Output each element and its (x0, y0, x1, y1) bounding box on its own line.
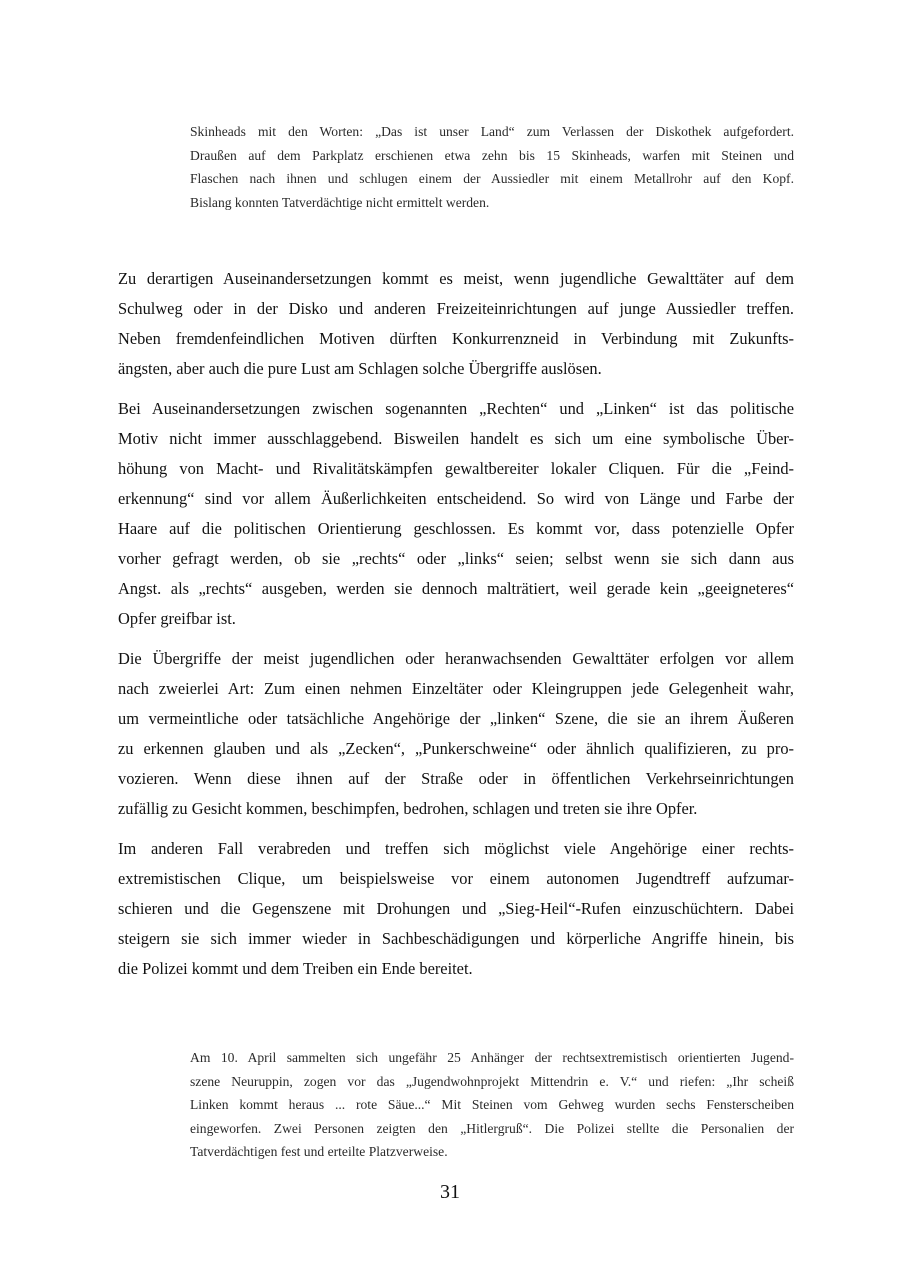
paragraph-line: schieren und die Gegenszene mit Drohungen und „Sieg-Heil“-Rufen einzuschüchtern. Dabei (118, 899, 794, 918)
paragraph-line: Neben fremdenfeindlichen Motiven dürften Konkurrenzneid in Verbindung mit Zukunfts- (118, 329, 794, 348)
quote-line: Skinheads mit den Worten: „Das ist unser Land“ zum Verlassen der Diskothek aufgefordert. (190, 124, 794, 139)
page-number: 31 (440, 1181, 460, 1203)
paragraph-left-right (118, 394, 794, 634)
paragraph-line: höhung von Macht- und Rivalitätskämpfen gewaltbereiter lokaler Cliquen. Für die „Feind- (118, 459, 794, 478)
quote-line: Am 10. April sammelten sich ungefähr 25 Anhänger der rechtsextremistisch orientierten Jugend- (190, 1050, 794, 1065)
paragraph-line: Haare auf die politischen Orientierung geschlossen. Es kommt vor, dass potenzielle Opfer (118, 519, 794, 538)
quote-line: Draußen auf dem Parkplatz erschienen etwa zehn bis 15 Skinheads, warfen mit Steinen und (190, 147, 794, 163)
paragraph-line: Zu derartigen Auseinandersetzungen kommt es meist, wenn jugendliche Gewalttäter auf dem (118, 269, 794, 288)
paragraph-line: nach zweierlei Art: Zum einen nehmen Einzeltäter oder Kleingruppen jede Gelegenheit wahr, (118, 679, 794, 698)
paragraph-line: um vermeintliche oder tatsächliche Angehörige der „linken“ Szene, die sie an ihrem Äußeren (118, 709, 794, 728)
paragraph-line: Die Übergriffe der meist jugendlichen oder heranwachsenden Gewalttäter erfolgen vor allem (118, 649, 794, 668)
paragraph-line: Opfer greifbar ist. (118, 609, 236, 628)
quote-line: szene Neuruppin, zogen vor das „Jugendwohnprojekt Mittendrin e. V.“ und riefen: „Ihr scheiß (190, 1073, 794, 1089)
paragraph-line: Schulweg oder in der Disko und anderen Freizeiteinrichtungen auf junge Aussiedler treffen. (118, 299, 794, 318)
paragraph-conflicts (118, 264, 794, 384)
quote-line: Flaschen nach ihnen und schlugen einem der Aussiedler mit einem Metallrohr auf den Kopf. (190, 171, 794, 186)
paragraph-group-actions (118, 834, 794, 984)
case-report-quote-bottom (190, 1046, 794, 1164)
body-text (118, 264, 794, 994)
paragraph-line: Motiv nicht immer ausschlaggebend. Bisweilen handelt es sich um eine symbolische Über- (118, 429, 794, 448)
quote-line: Tatverdächtigen fest und erteilte Platzverweise. (190, 1144, 448, 1159)
paragraph-line: extremistischen Clique, um beispielsweise vor einem autonomen Jugendtreff aufzumar- (118, 869, 794, 888)
paragraph-line: die Polizei kommt und dem Treiben ein Ende bereitet. (118, 959, 473, 978)
paragraph-line: ängsten, aber auch die pure Lust am Schlagen solche Übergriffe auslösen. (118, 359, 602, 378)
paragraph-attacks (118, 644, 794, 824)
quote-line: Linken kommt heraus ... rote Säue...“ Mit Steinen vom Gehweg wurden sechs Fensterscheiben (190, 1097, 794, 1112)
paragraph-line: steigern sie sich immer wieder in Sachbeschädigungen und körperliche Angriffe hinein, bis (118, 929, 794, 948)
quote-line: eingeworfen. Zwei Personen zeigten den „Hitlergruß“. Die Polizei stellte die Personalien der (190, 1120, 794, 1136)
quote-line: Bislang konnten Tatverdächtige nicht ermittelt werden. (190, 194, 490, 210)
paragraph-line: vozieren. Wenn diese ihnen auf der Straße oder in öffentlichen Verkehrseinrichtungen (118, 769, 794, 788)
paragraph-line: vorher gefragt werden, ob sie „rechts“ oder „links“ seien; selbst wenn sie sich dann aus (118, 549, 794, 568)
paragraph-line: Im anderen Fall verabreden und treffen sich möglichst viele Angehörige einer rechts- (118, 839, 794, 858)
paragraph-line: erkennung“ sind vor allem Äußerlichkeiten entscheidend. So wird von Länge und Farbe der (118, 489, 794, 508)
paragraph-line: Angst. als „rechts“ ausgeben, werden sie dennoch malträtiert, weil gerade kein „geeigneteres“ (118, 579, 794, 598)
paragraph-line: Bei Auseinandersetzungen zwischen sogenannten „Rechten“ und „Linken“ ist das politische (118, 399, 794, 418)
case-report-quote-top (190, 120, 794, 214)
paragraph-line: zufällig zu Gesicht kommen, beschimpfen, bedrohen, schlagen und treten sie ihre Opfer. (118, 799, 698, 818)
paragraph-line: zu erkennen glauben und als „Zecken“, „Punkerschweine“ oder ähnlich qualifizieren, zu pro- (118, 739, 794, 758)
